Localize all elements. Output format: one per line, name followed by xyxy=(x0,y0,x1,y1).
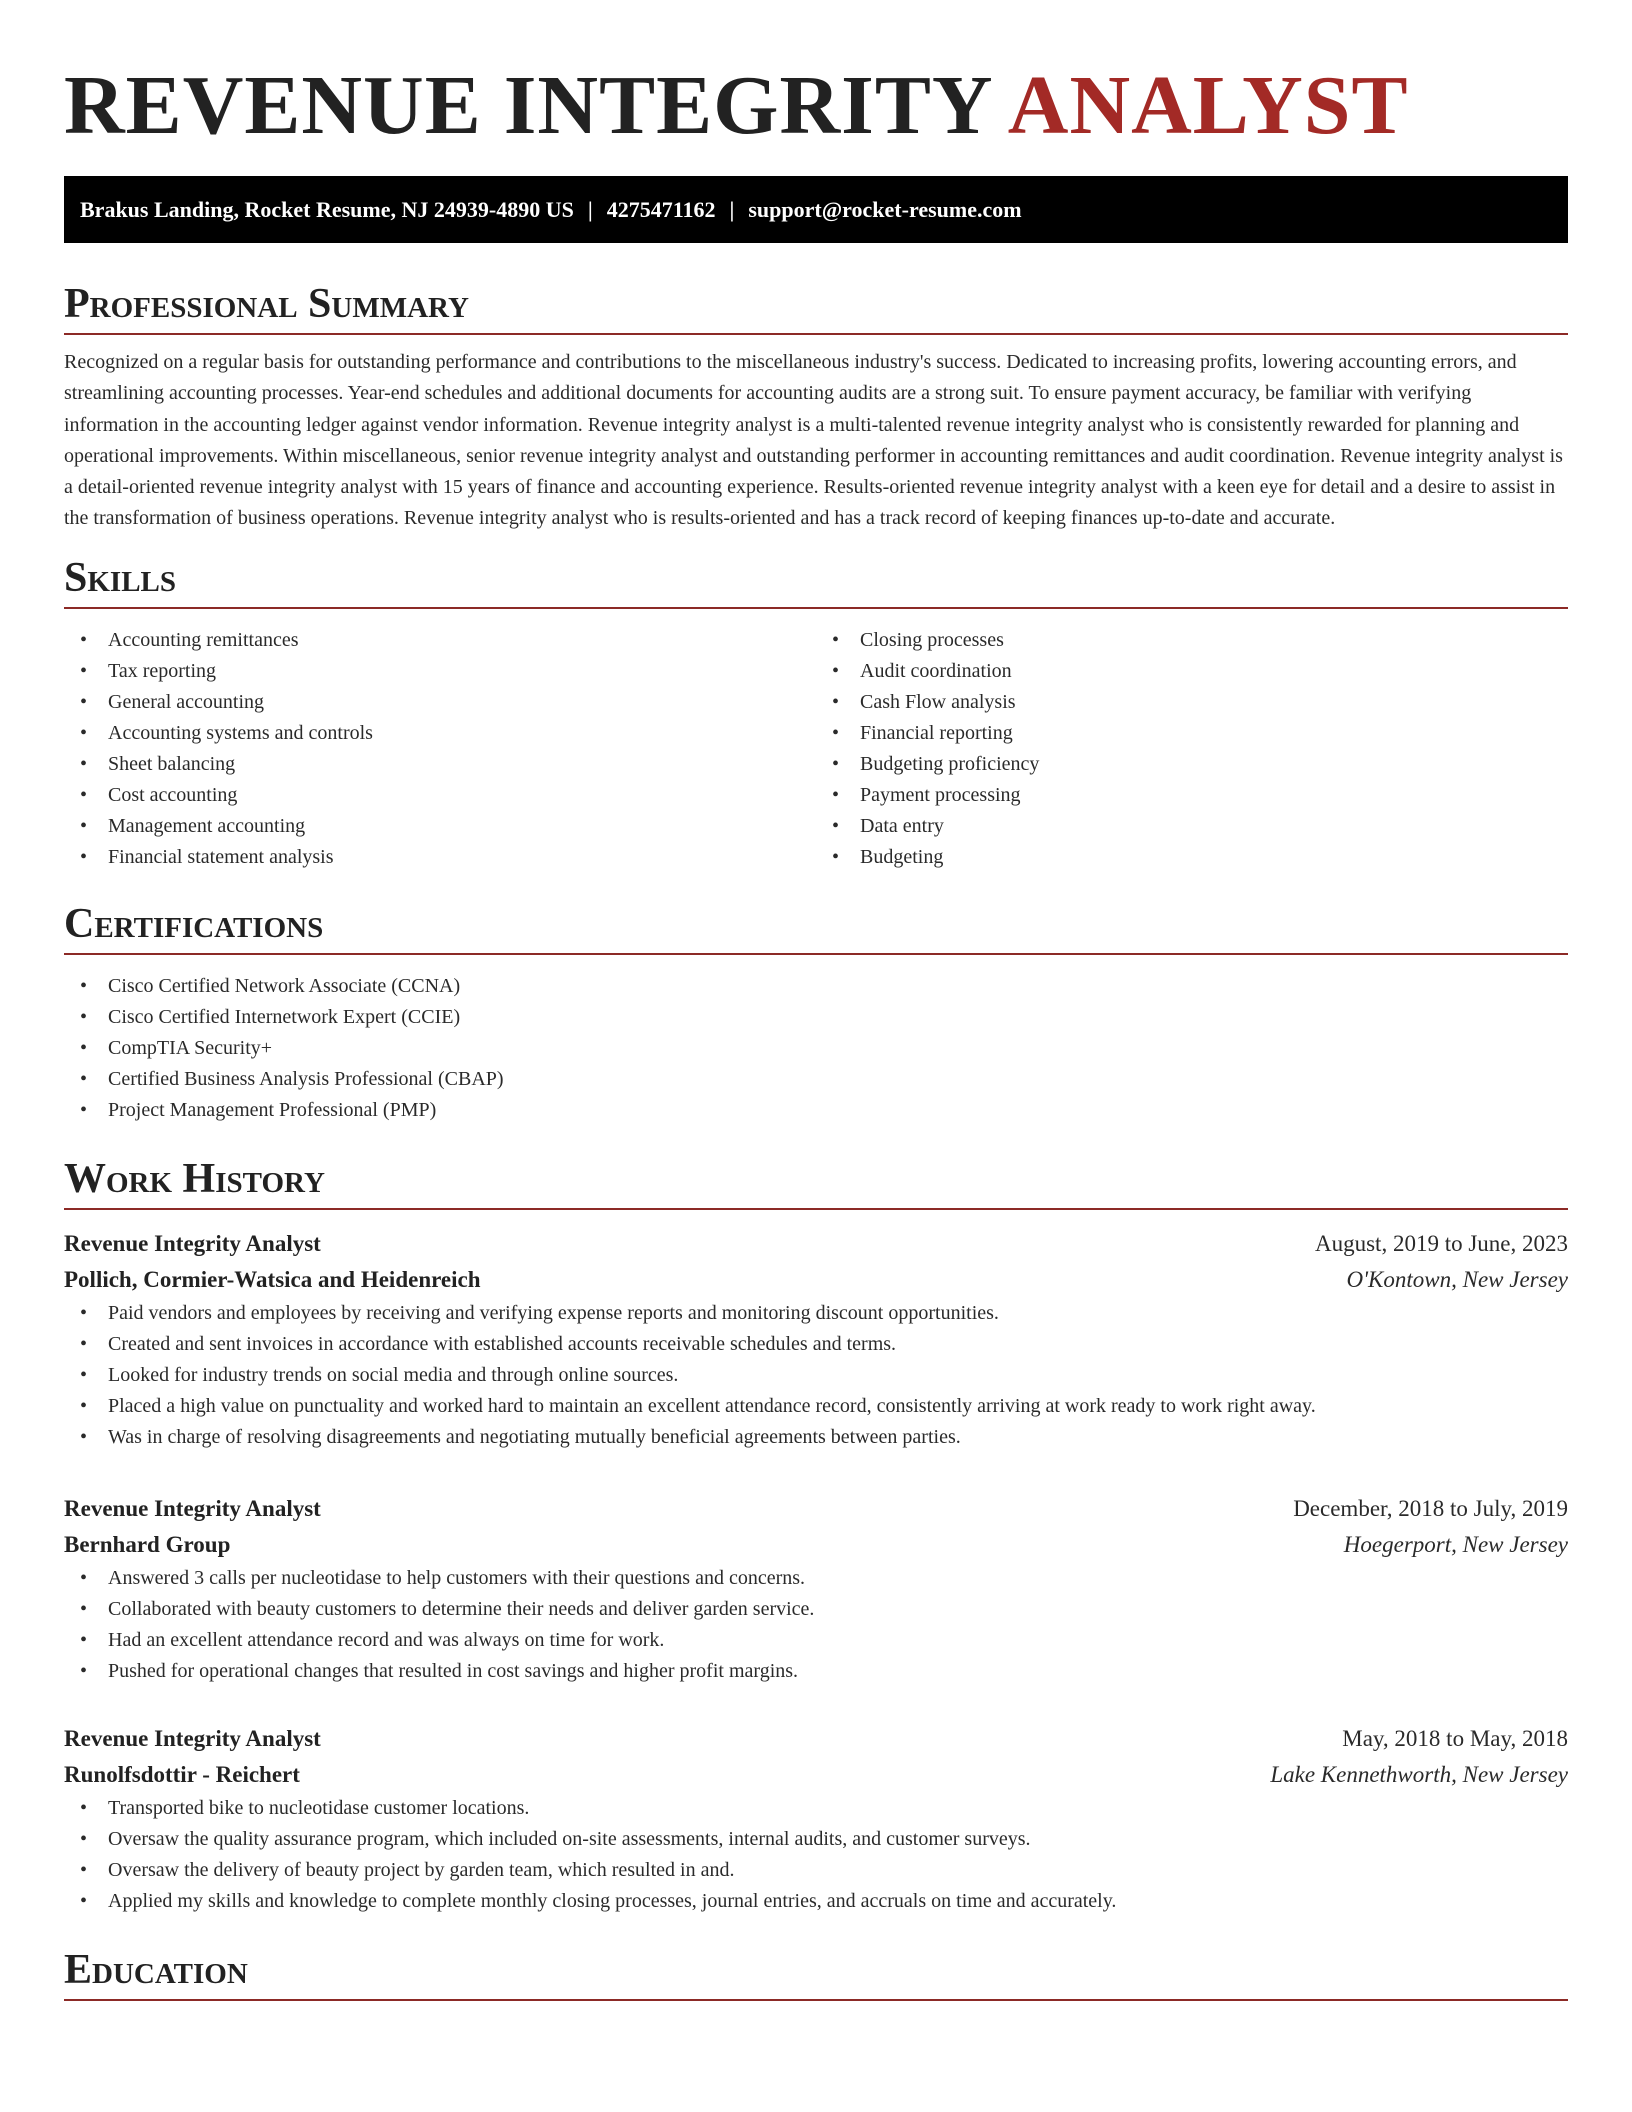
job-dates: May, 2018 to May, 2018 xyxy=(1342,1725,1568,1751)
job-subheader xyxy=(64,1757,1568,1793)
title-accent: ANALYST xyxy=(1007,59,1409,152)
skills-section xyxy=(64,551,1568,873)
certification-item: • CompTIA Security+ xyxy=(64,1033,1568,1064)
skill-item: • Cost accounting xyxy=(64,780,816,811)
job-bullet: • Oversaw the quality assurance program, which included on-site assessments, internal audits, and customer surveys. xyxy=(64,1824,1568,1855)
work-history-section xyxy=(64,1152,1568,1917)
job-bullet: • Answered 3 calls per nucleotidase to help customers with their questions and concerns. xyxy=(64,1563,1568,1594)
skills-heading: Skills xyxy=(64,551,1568,609)
job-header xyxy=(64,1721,1568,1757)
contact-email: support@rocket-resume.com xyxy=(748,197,1022,222)
certification-item: • Cisco Certified Network Associate (CCNA) xyxy=(64,971,1568,1002)
job-bullets xyxy=(64,1298,1568,1453)
job-bullet: • Transported bike to nucleotidase customer locations. xyxy=(64,1793,1568,1824)
skill-item: • Sheet balancing xyxy=(64,749,816,780)
job-company: Pollich, Cormier-Watsica and Heidenreich xyxy=(64,1266,481,1292)
title-main: REVENUE INTEGRITY xyxy=(64,59,991,152)
job-entry xyxy=(64,1226,1568,1453)
job-bullet: • Had an excellent attendance record and was always on time for work. xyxy=(64,1625,1568,1656)
skill-item: • Data entry xyxy=(816,811,1568,842)
job-role: Revenue Integrity Analyst xyxy=(64,1230,321,1256)
skill-item: • Management accounting xyxy=(64,811,816,842)
certifications-list xyxy=(64,971,1568,1126)
skill-item: • Tax reporting xyxy=(64,656,816,687)
job-company: Runolfsdottir - Reichert xyxy=(64,1761,300,1787)
education-section xyxy=(64,1943,1568,2001)
job-subheader xyxy=(64,1527,1568,1563)
work-history-heading: Work History xyxy=(64,1152,1568,1210)
job-header xyxy=(64,1226,1568,1262)
contact-bar xyxy=(64,176,1568,243)
skill-item: • Budgeting proficiency xyxy=(816,749,1568,780)
job-subheader xyxy=(64,1262,1568,1298)
job-bullet: • Applied my skills and knowledge to complete monthly closing processes, journal entries, and accruals on time and accurately. xyxy=(64,1886,1568,1917)
skill-item: • Financial statement analysis xyxy=(64,842,816,873)
skills-list-right xyxy=(816,625,1568,873)
job-bullets xyxy=(64,1793,1568,1917)
skill-item: • Closing processes xyxy=(816,625,1568,656)
job-entry xyxy=(64,1491,1568,1687)
job-location: O'Kontown, New Jersey xyxy=(1346,1266,1568,1292)
contact-separator: | xyxy=(587,197,593,222)
certification-item: • Cisco Certified Internetwork Expert (CCIE) xyxy=(64,1002,1568,1033)
summary-section xyxy=(64,277,1568,535)
job-location: Lake Kennethworth, New Jersey xyxy=(1270,1761,1568,1787)
job-company: Bernhard Group xyxy=(64,1531,231,1557)
skill-item: • General accounting xyxy=(64,687,816,718)
job-role: Revenue Integrity Analyst xyxy=(64,1725,321,1751)
contact-phone: 4275471162 xyxy=(606,197,716,222)
skill-item: • Budgeting xyxy=(816,842,1568,873)
job-bullet: • Looked for industry trends on social media and through online sources. xyxy=(64,1360,1568,1391)
certifications-section xyxy=(64,897,1568,1126)
job-location: Hoegerport, New Jersey xyxy=(1343,1531,1568,1557)
job-header xyxy=(64,1491,1568,1527)
job-role: Revenue Integrity Analyst xyxy=(64,1495,321,1521)
summary-text: Recognized on a regular basis for outstanding performance and contributions to the miscellaneous industry's success. Dedicated to increasing profits, lowering accounting errors, and streamlining accounting processes. Year-end schedules and additional documents for accounting audits are a strong suit. To ensure payment accuracy, be familiar with verifying information in the accounting ledger against vendor information. Revenue integrity analyst is a multi-talented revenue integrity analyst who is consistently rewarded for planning and operational improvements. Within miscellaneous, senior revenue integrity analyst and outstanding performer in accounting remittances and audit coordination. Revenue integrity analyst is a detail-oriented revenue integrity analyst with 15 years of finance and accounting experience. Results-oriented revenue integrity analyst with a keen eye for detail and a desire to assist in the transformation of business operations. Revenue integrity analyst who is results-oriented and has a track record of keeping finances up-to-date and accurate. xyxy=(64,351,1563,530)
certification-item: • Project Management Professional (PMP) xyxy=(64,1095,1568,1126)
resume-title xyxy=(64,0,1568,176)
job-bullet: • Created and sent invoices in accordance with established accounts receivable schedules and terms. xyxy=(64,1329,1568,1360)
skill-item: • Audit coordination xyxy=(816,656,1568,687)
certifications-heading: Certifications xyxy=(64,897,1568,955)
job-bullets xyxy=(64,1563,1568,1687)
job-bullet: • Oversaw the delivery of beauty project by garden team, which resulted in and. xyxy=(64,1855,1568,1886)
job-bullet: • Was in charge of resolving disagreements and negotiating mutually beneficial agreements between parties. xyxy=(64,1422,1568,1453)
job-bullet: • Placed a high value on punctuality and worked hard to maintain an excellent attendance record, consistently arriving at work ready to work right away. xyxy=(64,1391,1568,1422)
job-bullet: • Pushed for operational changes that resulted in cost savings and higher profit margins. xyxy=(64,1656,1568,1687)
certification-item: • Certified Business Analysis Professional (CBAP) xyxy=(64,1064,1568,1095)
skills-grid xyxy=(64,625,1568,873)
job-bullet: • Paid vendors and employees by receiving and verifying expense reports and monitoring discount opportunities. xyxy=(64,1298,1568,1329)
contact-separator: | xyxy=(729,197,735,222)
job-entry xyxy=(64,1721,1568,1917)
job-dates: August, 2019 to June, 2023 xyxy=(1315,1230,1568,1256)
skill-item: • Accounting systems and controls xyxy=(64,718,816,749)
skill-item: • Payment processing xyxy=(816,780,1568,811)
skill-item: • Financial reporting xyxy=(816,718,1568,749)
skills-list-left xyxy=(64,625,816,873)
education-heading: Education xyxy=(64,1943,1568,2001)
job-bullet: • Collaborated with beauty customers to determine their needs and deliver garden service. xyxy=(64,1594,1568,1625)
contact-address: Brakus Landing, Rocket Resume, NJ 24939-4890 US xyxy=(80,197,574,222)
summary-heading: Professional Summary xyxy=(64,277,1568,335)
skill-item: • Accounting remittances xyxy=(64,625,816,656)
skill-item: • Cash Flow analysis xyxy=(816,687,1568,718)
job-dates: December, 2018 to July, 2019 xyxy=(1293,1495,1568,1521)
